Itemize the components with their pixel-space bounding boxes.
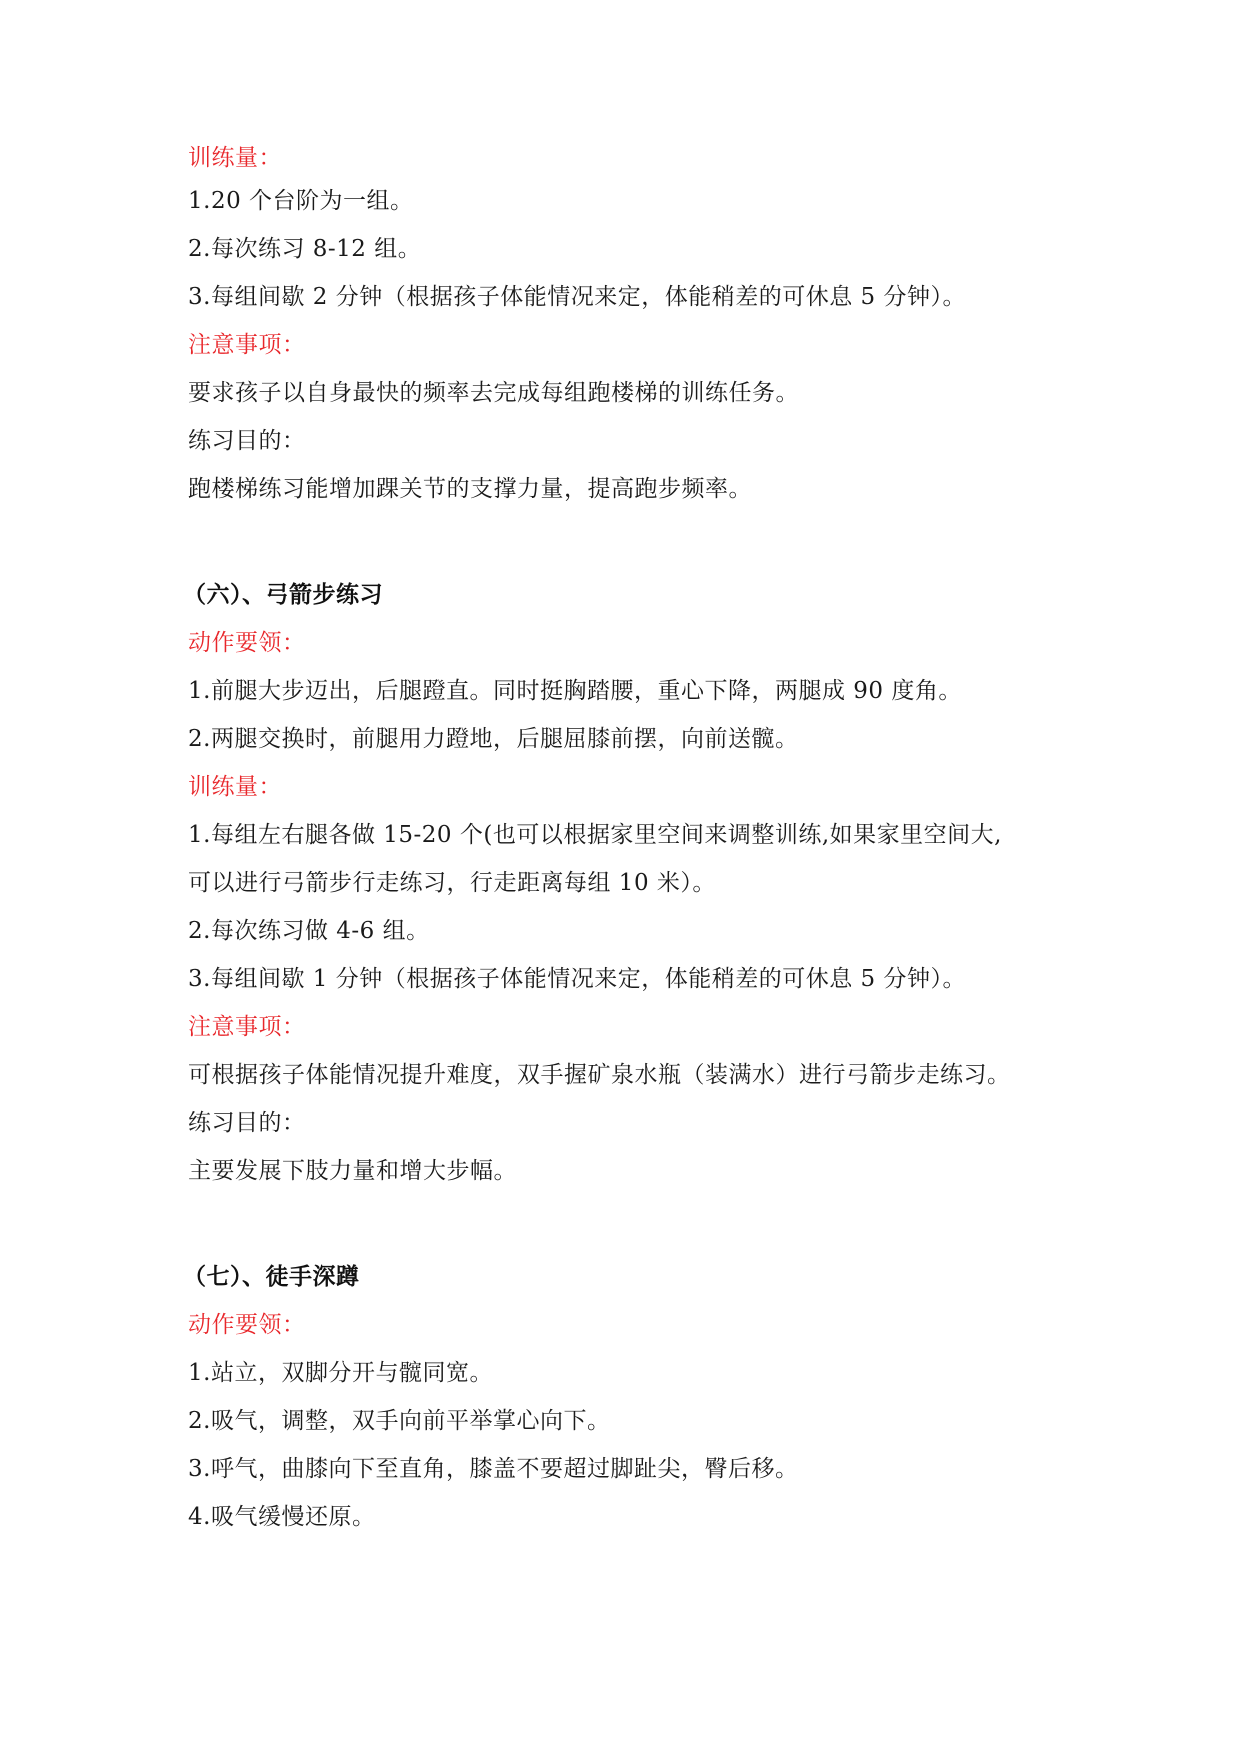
purpose-text: 主要发展下肢力量和增大步幅。 [188, 1158, 517, 1184]
action-item: 2.吸气，调整，双手向前平举掌心向下。 [188, 1408, 611, 1434]
training-item: 2.每次练习做 4-6 组。 [188, 918, 430, 944]
training-item: 可以进行弓箭步行走练习，行走距离每组 10 米）。 [188, 870, 716, 896]
training-item: 1.每组左右腿各做 15-20 个(也可以根据家里空间来调整训练,如果家里空间大, [188, 822, 1002, 848]
notes-label: 注意事项： [188, 332, 306, 358]
purpose-label: 练习目的： [188, 428, 306, 454]
training-label: 训练量： [188, 145, 282, 171]
training-item: 3.每组间歇 2 分钟（根据孩子体能情况来定，体能稍差的可休息 5 分钟）。 [188, 284, 966, 310]
action-label: 动作要领： [188, 630, 306, 656]
training-item: 1.20 个台阶为一组。 [188, 188, 414, 214]
section-title: （七）、徒手深蹲 [183, 1264, 360, 1290]
section-title: （六）、弓箭步练习 [183, 582, 383, 608]
purpose-label: 练习目的： [188, 1110, 306, 1136]
action-item: 3.呼气，曲膝向下至直角，膝盖不要超过脚趾尖，臀后移。 [188, 1456, 799, 1482]
action-item: 1.站立，双脚分开与髋同宽。 [188, 1360, 493, 1386]
action-label: 动作要领： [188, 1312, 306, 1338]
training-label: 训练量： [188, 774, 282, 800]
notes-label: 注意事项： [188, 1014, 306, 1040]
training-item: 2.每次练习 8-12 组。 [188, 236, 422, 262]
notes-text: 可根据孩子体能情况提升难度，双手握矿泉水瓶（装满水）进行弓箭步走练习。 [188, 1062, 1011, 1088]
action-item: 1.前腿大步迈出，后腿蹬直。同时挺胸踏腰，重心下降，两腿成 90 度角。 [188, 678, 962, 704]
notes-text: 要求孩子以自身最快的频率去完成每组跑楼梯的训练任务。 [188, 380, 799, 406]
action-item: 2.两腿交换时，前腿用力蹬地，后腿屈膝前摆，向前送髋。 [188, 726, 799, 752]
action-item: 4.吸气缓慢还原。 [188, 1504, 376, 1530]
purpose-text: 跑楼梯练习能增加踝关节的支撑力量，提高跑步频率。 [188, 476, 752, 502]
training-item: 3.每组间歇 1 分钟（根据孩子体能情况来定，体能稍差的可休息 5 分钟）。 [188, 966, 966, 992]
